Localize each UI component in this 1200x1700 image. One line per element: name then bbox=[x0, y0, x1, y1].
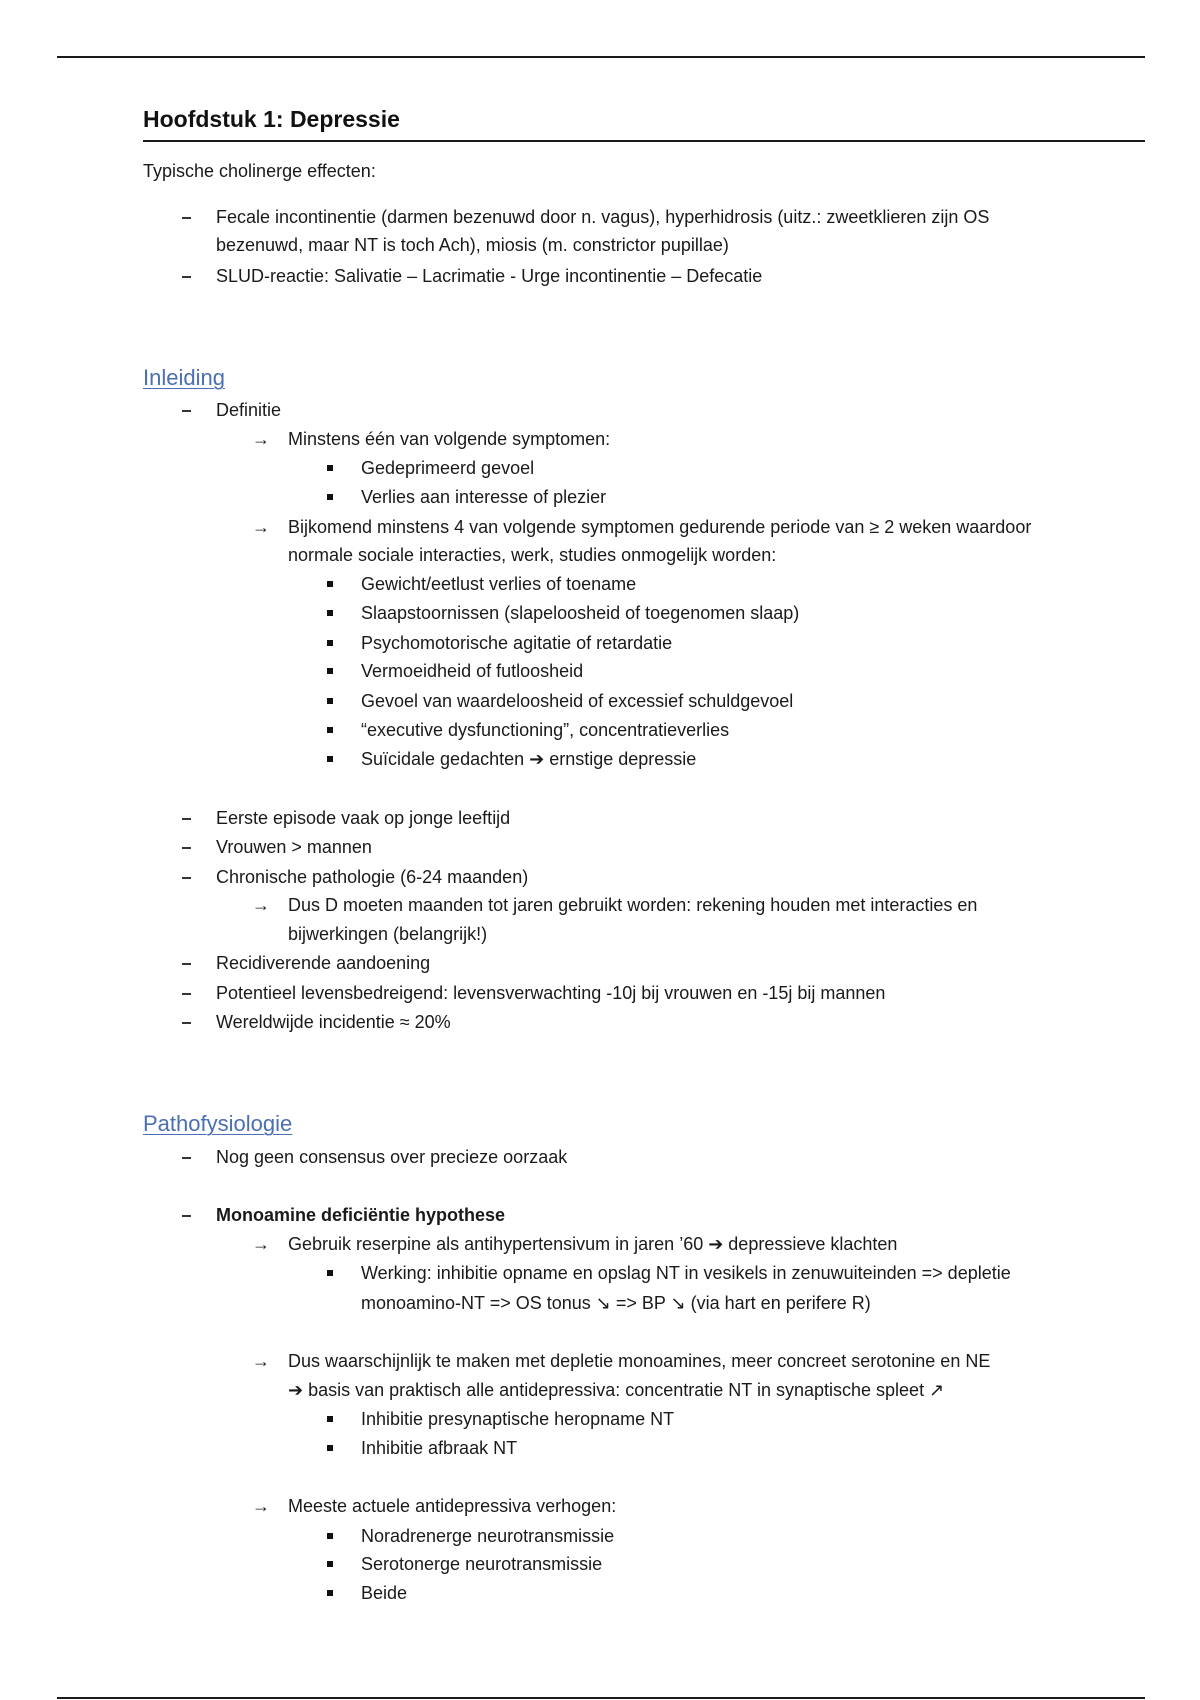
list-item-continued: normale sociale interacties, werk, studies onmogelijk worden: bbox=[288, 545, 777, 565]
bullet-dash bbox=[182, 847, 191, 849]
list-item: Dus waarschijnlijk te maken met depletie monoamines, meer concreet serotonine en NE bbox=[288, 1351, 991, 1371]
bullet-square bbox=[327, 698, 333, 704]
arrow-icon: → bbox=[252, 429, 270, 449]
list-item: Inhibitie presynaptische heropname NT bbox=[361, 1409, 675, 1429]
list-item: Psychomotorische agitatie of retardatie bbox=[361, 633, 673, 653]
bullet-square bbox=[327, 1533, 333, 1539]
arrow-icon: → bbox=[252, 517, 270, 537]
section-heading-pathofysiologie: Pathofysiologie bbox=[143, 1111, 293, 1136]
list-item: Bijkomend minstens 4 van volgende symptomen gedurende periode van ≥ 2 weken waardoor bbox=[288, 517, 1032, 537]
bullet-square bbox=[327, 581, 333, 587]
bullet-dash bbox=[182, 1157, 191, 1159]
bullet-square bbox=[327, 1416, 333, 1422]
title-underline bbox=[143, 140, 1145, 142]
arrow-icon: → bbox=[252, 895, 270, 915]
bullet-dash bbox=[182, 410, 191, 412]
list-item: Gevoel van waardeloosheid of excessief schuldgevoel bbox=[361, 691, 794, 711]
bullet-square bbox=[327, 1561, 333, 1567]
list-item: Werking: inhibitie opname en opslag NT in vesikels in zenuwuiteinden => depletie bbox=[361, 1263, 1011, 1283]
bullet-square bbox=[327, 756, 333, 762]
chapter-title: Hoofdstuk 1: Depressie bbox=[143, 106, 400, 132]
list-item: Serotonerge neurotransmissie bbox=[361, 1554, 603, 1574]
bullet-dash bbox=[182, 963, 191, 965]
intro-item: Fecale incontinentie (darmen bezenuwd door n. vagus), hyperhidrosis (uitz.: zweetklieren zijn OS bbox=[216, 207, 990, 227]
bullet-dash bbox=[182, 1022, 191, 1024]
hypothesis-heading: Monoamine deficiëntie hypothese bbox=[216, 1205, 506, 1225]
list-item-continued: monoamino-NT => OS tonus ↘ => BP ↘ (via hart en perifere R) bbox=[361, 1293, 871, 1313]
list-item: Nog geen consensus over precieze oorzaak bbox=[216, 1147, 568, 1167]
bullet-square bbox=[327, 1270, 333, 1276]
bullet-square bbox=[327, 465, 333, 471]
bullet-dash bbox=[182, 217, 191, 219]
list-item: Gedeprimeerd gevoel bbox=[361, 458, 535, 478]
list-item: Potentieel levensbedreigend: levensverwachting -10j bij vrouwen en -15j bij mannen bbox=[216, 983, 886, 1003]
list-item: Suïcidale gedachten ➔ ernstige depressie bbox=[361, 749, 697, 769]
list-item-continued: ➔ basis van praktisch alle antidepressiva: concentratie NT in synaptische spleet ↗ bbox=[288, 1380, 945, 1400]
bullet-square bbox=[327, 640, 333, 646]
bullet-square bbox=[327, 727, 333, 733]
list-item: Gewicht/eetlust verlies of toename bbox=[361, 574, 637, 594]
list-item: Gebruik reserpine als antihypertensivum in jaren ’60 ➔ depressieve klachten bbox=[288, 1234, 898, 1254]
arrow-icon: → bbox=[252, 1351, 270, 1371]
section-heading-inleiding: Inleiding bbox=[143, 365, 225, 390]
intro-lead: Typische cholinerge effecten: bbox=[143, 161, 376, 181]
list-item: Noradrenerge neurotransmissie bbox=[361, 1526, 615, 1546]
intro-item-continued: bezenuwd, maar NT is toch Ach), miosis (m. constrictor pupillae) bbox=[216, 235, 729, 255]
list-item: Beide bbox=[361, 1583, 408, 1603]
list-item: Slaapstoornissen (slapeloosheid of toegenomen slaap) bbox=[361, 603, 800, 623]
arrow-icon: → bbox=[252, 1496, 270, 1516]
intro-item: SLUD-reactie: Salivatie – Lacrimatie - Urge incontinentie – Defecatie bbox=[216, 266, 763, 286]
arrow-icon: → bbox=[252, 1234, 270, 1254]
bullet-square bbox=[327, 494, 333, 500]
list-item: Vrouwen > mannen bbox=[216, 837, 372, 857]
list-item: Recidiverende aandoening bbox=[216, 953, 431, 973]
header-rule bbox=[57, 56, 1145, 58]
list-item-continued: bijwerkingen (belangrijk!) bbox=[288, 924, 488, 944]
bullet-dash bbox=[182, 276, 191, 278]
bullet-dash bbox=[182, 1215, 191, 1217]
list-item: Minstens één van volgende symptomen: bbox=[288, 429, 611, 449]
bullet-square bbox=[327, 668, 333, 674]
bullet-dash bbox=[182, 993, 191, 995]
list-item: Verlies aan interesse of plezier bbox=[361, 487, 607, 507]
list-item: Definitie bbox=[216, 400, 282, 420]
bullet-dash bbox=[182, 877, 191, 879]
bullet-square bbox=[327, 1445, 333, 1451]
bullet-square bbox=[327, 1590, 333, 1596]
list-item: Vermoeidheid of futloosheid bbox=[361, 661, 584, 681]
list-item: Eerste episode vaak op jonge leeftijd bbox=[216, 808, 511, 828]
bullet-dash bbox=[182, 818, 191, 820]
list-item: Inhibitie afbraak NT bbox=[361, 1438, 518, 1458]
footer-rule bbox=[57, 1697, 1145, 1699]
list-item: Meeste actuele antidepressiva verhogen: bbox=[288, 1496, 617, 1516]
bullet-square bbox=[327, 610, 333, 616]
list-item: Dus D moeten maanden tot jaren gebruikt worden: rekening houden met interacties en bbox=[288, 895, 978, 915]
list-item: Wereldwijde incidentie ≈ 20% bbox=[216, 1012, 451, 1032]
list-item: Chronische pathologie (6-24 maanden) bbox=[216, 867, 529, 887]
list-item: “executive dysfunctioning”, concentratieverlies bbox=[361, 720, 730, 740]
